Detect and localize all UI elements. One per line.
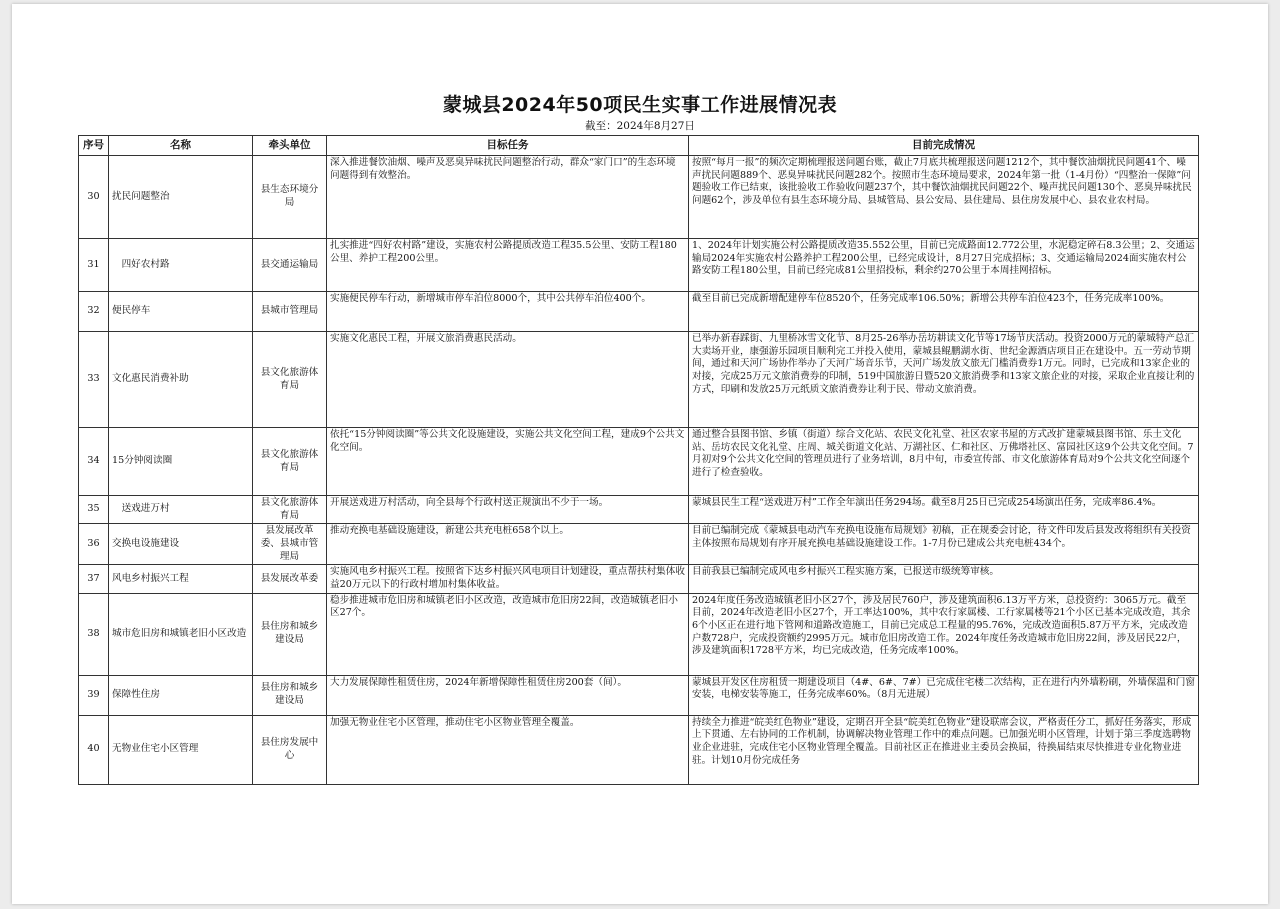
row-name: 城市危旧房和城镇老旧小区改造	[109, 593, 253, 675]
table-header-row	[79, 136, 1199, 156]
row-no: 35	[79, 496, 109, 524]
row-unit: 县发展改革委	[253, 565, 327, 593]
row-unit: 县文化旅游体育局	[253, 428, 327, 496]
row-progress: 已举办新春踩街、九里桥冰雪文化节、8月25-26举办岳坊耕读文化节等17场节庆活动。投资2000万元的蒙城特产总汇大卖场开业，康强游乐园项目顺利完工并投入使用，蒙城县鲲鹏湖水街、世纪金源酒店项目正在建设中。五一劳动节期间，通过和天河广场协作举办了天河广场音乐节，天河广场发放文旅无门槛消费券1万元。同时，已完成和13家企业的对接，完成25万元文旅消费券的印制，519中国旅游日暨520文旅消费季和13家文旅企业的对接，采取企业直接让利的方式，印刷和发放25万元纸质文旅消费券让利于民、带动文旅消费。	[689, 332, 1199, 428]
row-progress: 1、2024年计划实施公村公路提质改造35.552公里，目前已完成路面12.772公里，水泥稳定碎石8.3公里；2、交通运输局2024年实施农村公路养护工程200公里，已经完成设计，8月27日完成招标；3、交通运输局2024面实施农村公路安防工程180公里，目前已经完成81公里招投标，剩余约270公里于本周挂网招标。	[689, 239, 1199, 292]
row-task: 扎实推进“四好农村路”建设，实施农村公路提质改造工程35.5公里、安防工程180公里、养护工程200公里。	[327, 239, 689, 292]
row-progress: 通过整合县图书馆、乡镇（街道）综合文化站、农民文化礼堂、社区农家书屋的方式改扩建蒙城县图书馆、乐土文化站、岳坊农民文化礼堂、庄周、城关街道文化站、万湖社区、仁和社区、万佛塔社区、富园社区这9个公共文化空间。7月初对9个公共文化空间的管理员进行了业务培训，8月中旬，市委宣传部、市文化旅游体育局对9个公共文化空间逐个进行了检查验收。	[689, 428, 1199, 496]
row-task: 开展送戏进万村活动，向全县每个行政村送正规演出不少于一场。	[327, 496, 689, 524]
row-no: 36	[79, 524, 109, 565]
row-name: 文化惠民消费补助	[109, 332, 253, 428]
row-progress: 按照“每月一报”的频次定期梳理报送问题台账，截止7月底共梳理报送问题1212个，其中餐饮油烟扰民问题41个、噪声扰民问题889个、恶臭异味扰民问题282个。按照市生态环境局要求，2024年第一批（1-4月份）“四整治一保障”问题验收工作已结束，该批验收工作验收问题237个，其中餐饮油烟扰民问题22个、噪声扰民问题130个、恶臭异味扰民问题62个，涉及单位有县生态环境分局、县城管局、县公安局、县住建局、县住房发展中心、县农业农村局。	[689, 156, 1199, 239]
row-name: 风电乡村振兴工程	[109, 565, 253, 593]
row-task: 稳步推进城市危旧房和城镇老旧小区改造，改造城市危旧房22间，改造城镇老旧小区27个。	[327, 593, 689, 675]
row-progress: 蒙城县民生工程“送戏进万村”工作全年演出任务294场。截至8月25日已完成254场演出任务，完成率86.4%。	[689, 496, 1199, 524]
table-row	[79, 524, 1199, 565]
col-header-task: 目标任务	[327, 136, 689, 156]
row-no: 31	[79, 239, 109, 292]
row-unit: 县住房发展中心	[253, 715, 327, 784]
row-progress: 截至目前已完成新增配建停车位8520个，任务完成率106.50%；新增公共停车泊位423个，任务完成率100%。	[689, 292, 1199, 332]
report-date: 截至：2024年8月27日	[585, 120, 695, 132]
row-name: 无物业住宅小区管理	[109, 715, 253, 784]
row-unit: 县交通运输局	[253, 239, 327, 292]
row-progress: 目前已编制完成《蒙城县电动汽车充换电设施布局规划》初稿，正在规委会讨论，待文件印发后县发改将组织有关投资主体按照布局规划有序开展充换电基础设施建设工作。1-7月份已建成公共充电桩434个。	[689, 524, 1199, 565]
table-row	[79, 428, 1199, 496]
row-unit: 县住房和城乡建设局	[253, 593, 327, 675]
table-row	[79, 593, 1199, 675]
row-name: 便民停车	[109, 292, 253, 332]
row-progress: 持续全力推进“皖美红色物业”建设，定期召开全县“皖美红色物业”建设联席会议，严格责任分工，抓好任务落实，形成上下贯通、左右协同的工作机制，协调解决物业管理工作中的难点问题。已加强光明小区管理，计划于第三季度选聘物业企业进驻，完成住宅小区物业管理全覆盖。目前社区正在推进业主委员会换届，待换届结束尽快推进专业化物业进驻。计划10月份完成任务	[689, 715, 1199, 784]
page-title: 蒙城县2024年50项民生实事工作进展情况表	[442, 94, 838, 116]
table-row	[79, 496, 1199, 524]
row-task: 推动充换电基础设施建设，新建公共充电桩658个以上。	[327, 524, 689, 565]
table-row	[79, 675, 1199, 715]
row-no: 38	[79, 593, 109, 675]
row-name: 送戏进万村	[109, 496, 253, 524]
row-task: 深入推进餐饮油烟、噪声及恶臭异味扰民问题整治行动，群众“家门口”的生态环境问题得到有效整治。	[327, 156, 689, 239]
col-header-unit: 牵头单位	[253, 136, 327, 156]
row-task: 实施便民停车行动，新增城市停车泊位8000个，其中公共停车泊位400个。	[327, 292, 689, 332]
row-task: 依托“15分钟阅读圈”等公共文化设施建设，实施公共文化空间工程，建成9个公共文化空间。	[327, 428, 689, 496]
row-name: 15分钟阅读圈	[109, 428, 253, 496]
row-name: 扰民问题整治	[109, 156, 253, 239]
table-row	[79, 332, 1199, 428]
row-task: 加强无物业住宅小区管理，推动住宅小区物业管理全覆盖。	[327, 715, 689, 784]
row-unit: 县住房和城乡建设局	[253, 675, 327, 715]
row-progress: 目前我县已编制完成风电乡村振兴工程实施方案，已报送市级统筹审核。	[689, 565, 1199, 593]
table-row	[79, 715, 1199, 784]
col-header-no: 序号	[79, 136, 109, 156]
table-row	[79, 239, 1199, 292]
row-no: 30	[79, 156, 109, 239]
row-unit: 县生态环境分局	[253, 156, 327, 239]
row-task: 实施风电乡村振兴工程。按照省下达乡村振兴风电项目计划建设，重点帮扶村集体收益20万元以下的行政村增加村集体收益。	[327, 565, 689, 593]
row-unit: 县文化旅游体育局	[253, 332, 327, 428]
row-unit: 县发展改革委、县城市管理局	[253, 524, 327, 565]
row-no: 33	[79, 332, 109, 428]
row-no: 32	[79, 292, 109, 332]
progress-table	[78, 135, 1199, 785]
row-unit: 县文化旅游体育局	[253, 496, 327, 524]
row-no: 37	[79, 565, 109, 593]
row-no: 34	[79, 428, 109, 496]
row-task: 实施文化惠民工程，开展文旅消费惠民活动。	[327, 332, 689, 428]
col-header-name: 名称	[109, 136, 253, 156]
row-name: 四好农村路	[109, 239, 253, 292]
row-no: 39	[79, 675, 109, 715]
row-no: 40	[79, 715, 109, 784]
row-progress: 蒙城县开发区住房租赁一期建设项目（4#、6#、7#）已完成住宅楼二次结构，正在进行内外墙粉刷，外墙保温和门窗安装，电梯安装等施工，任务完成率60%。（8月无进展）	[689, 675, 1199, 715]
row-unit: 县城市管理局	[253, 292, 327, 332]
table-row	[79, 292, 1199, 332]
table-row	[79, 565, 1199, 593]
row-task: 大力发展保障性租赁住房，2024年新增保障性租赁住房200套（间）。	[327, 675, 689, 715]
col-header-progress: 目前完成情况	[689, 136, 1199, 156]
row-name: 保障性住房	[109, 675, 253, 715]
row-name: 交换电设施建设	[109, 524, 253, 565]
document-page	[12, 4, 1268, 904]
table-row	[79, 156, 1199, 239]
row-progress: 2024年度任务改造城镇老旧小区27个，涉及居民760户，涉及建筑面积6.13万平方米，总投资约：3065万元。截至目前，2024年改造老旧小区27个，开工率达100%，其中农行家属楼、工行家属楼等21个小区已基本完成改造，其余6个小区正在进行地下管网和道路改造施工，目前已完成总工程量的95.76%，完成改造面积5.87万平方米，完成改造户数728户，完成投资额约2995万元。城市危旧房改造工作。2024年度任务改造城市危旧房22间，涉及居民22户，涉及建筑面积1728平方米，均已完成改造，任务完成率100%。	[689, 593, 1199, 675]
